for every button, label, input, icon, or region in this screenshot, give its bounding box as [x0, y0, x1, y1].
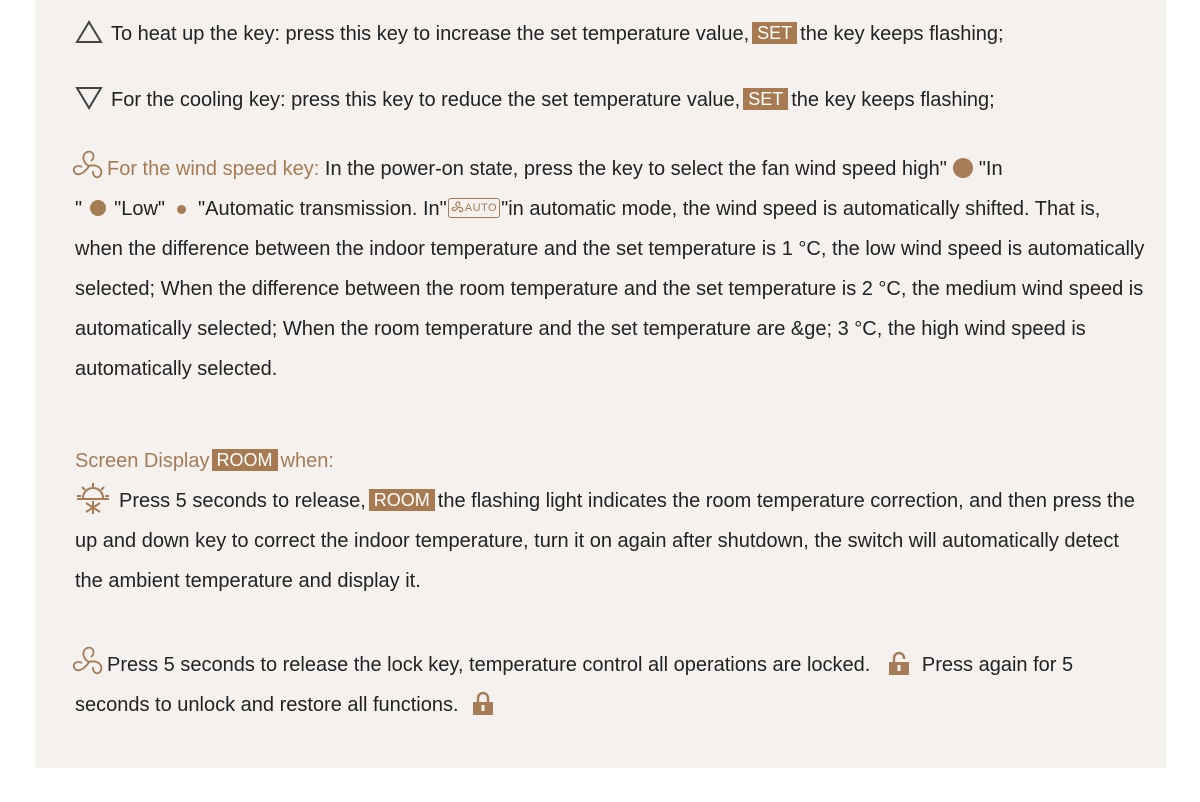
low-dot-icon — [177, 205, 186, 214]
wind-text-5: "Automatic transmission. In" — [198, 198, 447, 220]
set-tag: SET — [743, 88, 788, 110]
room-tag: ROOM — [369, 489, 435, 511]
fan-icon — [71, 645, 107, 679]
medium-dot-icon — [90, 200, 106, 216]
wind-key-label: For the wind speed key: — [107, 158, 320, 180]
wind-text-6: "in automatic mode, the wind speed is automatically shifted. That is, when the difference between the indoor temperature and the set temperature is 1 °C, the low wind speed is automatically selected; When the difference between the room temperature and the set temperature is 2 °C, the medium wind speed is automatically selected; When the room temperature and the set temperature are &ge; 3 °C, the high wind speed is automatically selected. — [75, 198, 1145, 380]
heat-text-before: To heat up the key: press this key to increase the set temperature value, — [111, 23, 750, 45]
triangle-up-icon — [75, 20, 103, 44]
heat-key-line — [75, 14, 1004, 54]
sun-snowflake-icon — [75, 481, 111, 515]
cool-text-after: the key keeps flashing; — [791, 89, 995, 111]
cool-key-line — [75, 80, 995, 120]
room-text-after: the flashing light indicates the room temperature correction, and then press the up and down key to correct the indoor temperature, turn it on again after shutdown, the switch will automatically detect the ambient temperature and display it. — [75, 490, 1135, 592]
fan-icon — [451, 201, 465, 214]
wind-text-4: "Low" — [114, 198, 165, 220]
lock-icon — [886, 650, 912, 676]
auto-mode-badge — [448, 198, 500, 218]
set-tag: SET — [752, 22, 797, 44]
room-tag: ROOM — [212, 449, 278, 471]
auto-label: AUTO — [464, 201, 498, 214]
lock-text-1: Press 5 seconds to release the lock key, temperature control all operations are locked. — [107, 654, 871, 676]
room-heading-before: Screen Display — [75, 450, 210, 472]
heat-text-after: the key keeps flashing; — [800, 23, 1004, 45]
cool-text-before: For the cooling key: press this key to reduce the set temperature value, — [111, 89, 741, 111]
room-text-before: Press 5 seconds to release, — [119, 490, 366, 512]
wind-speed-paragraph — [75, 149, 1150, 389]
triangle-down-icon — [75, 86, 103, 110]
wind-text-3: " — [75, 198, 83, 220]
fan-icon — [71, 149, 107, 183]
lock-paragraph — [75, 645, 1150, 725]
room-heading-after: when: — [280, 450, 334, 472]
room-correction-paragraph — [75, 481, 1150, 601]
lock-text-2: Press again for 5 seconds to unlock and restore all functions. — [75, 654, 1074, 716]
high-dot-icon — [953, 158, 973, 178]
wind-text-2: "In — [978, 158, 1003, 180]
room-heading — [75, 441, 334, 481]
unlock-icon — [470, 690, 496, 716]
wind-text-1: In the power-on state, press the key to select the fan wind speed high" — [324, 158, 947, 180]
